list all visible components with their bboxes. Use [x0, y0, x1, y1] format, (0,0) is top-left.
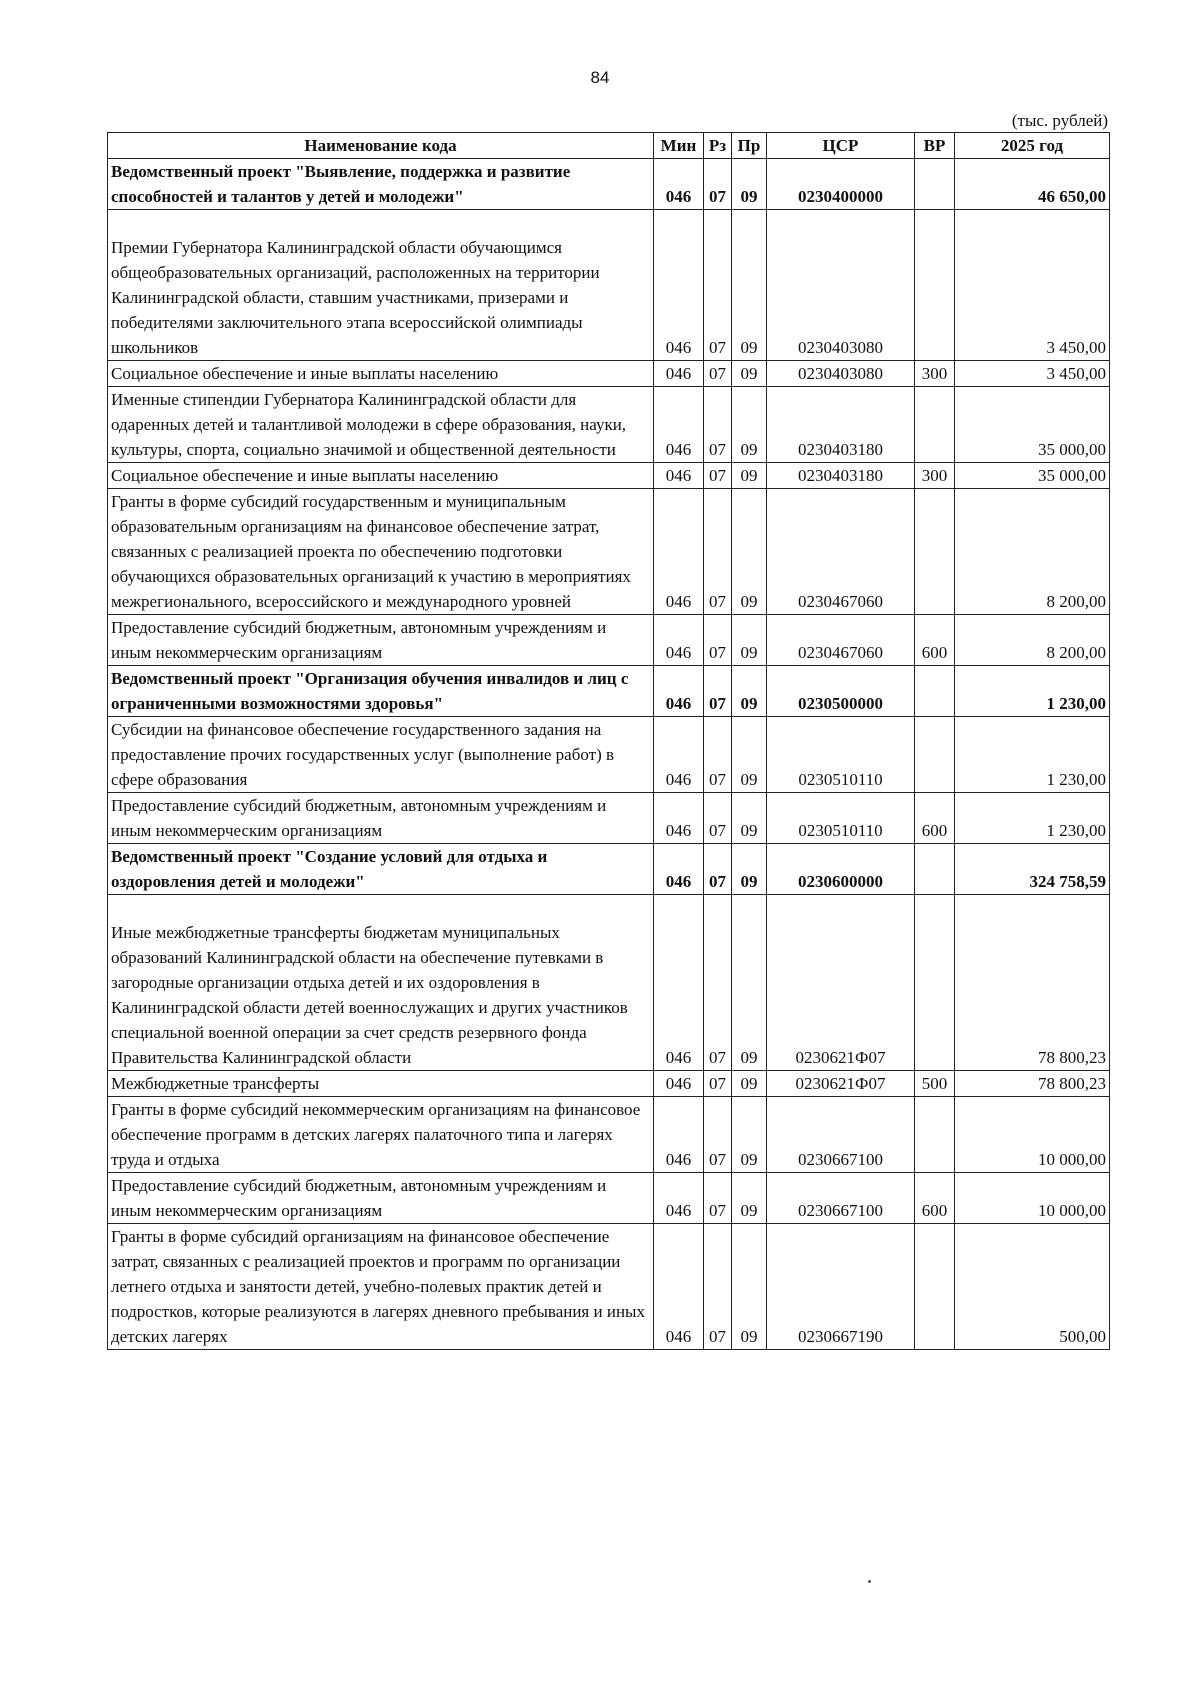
header-vr: ВР [915, 133, 955, 159]
table-row [108, 463, 1110, 489]
table-row [108, 895, 1110, 1071]
row-min: 046 [654, 717, 704, 793]
header-pr: Пр [732, 133, 767, 159]
row-rz: 07 [704, 615, 732, 666]
table-row [108, 387, 1110, 463]
row-sum: 3 450,00 [955, 210, 1110, 361]
row-vr [915, 844, 955, 895]
row-min: 046 [654, 844, 704, 895]
row-sum: 35 000,00 [955, 463, 1110, 489]
row-pr: 09 [732, 361, 767, 387]
row-name: Гранты в форме субсидий государственным и муниципальным образовательным организациям на финансовое обеспечение затрат, связанных с реализацией проекта по обеспечению подготовки обучающихся образовательных организаций к участию в мероприятиях межрегионального, всероссийского и международного уровней [108, 489, 654, 615]
row-csr: 0230403180 [767, 463, 915, 489]
row-pr: 09 [732, 666, 767, 717]
row-pr: 09 [732, 387, 767, 463]
row-sum: 8 200,00 [955, 615, 1110, 666]
row-pr: 09 [732, 489, 767, 615]
row-sum: 46 650,00 [955, 159, 1110, 210]
row-name: Ведомственный проект "Организация обучения инвалидов и лиц с ограниченными возможностями здоровья" [108, 666, 654, 717]
row-sum: 500,00 [955, 1224, 1110, 1350]
table-row [108, 1097, 1110, 1173]
row-pr: 09 [732, 717, 767, 793]
row-sum: 1 230,00 [955, 666, 1110, 717]
row-pr: 09 [732, 844, 767, 895]
row-sum: 1 230,00 [955, 793, 1110, 844]
row-rz: 07 [704, 463, 732, 489]
row-vr: 600 [915, 1173, 955, 1224]
row-rz: 07 [704, 1071, 732, 1097]
row-vr [915, 895, 955, 1071]
units-label: (тыс. рублей) [1011, 111, 1108, 130]
row-csr: 0230510110 [767, 717, 915, 793]
row-pr: 09 [732, 1097, 767, 1173]
row-rz: 07 [704, 1173, 732, 1224]
row-vr [915, 159, 955, 210]
table-header-row [108, 133, 1110, 159]
row-pr: 09 [732, 463, 767, 489]
row-csr: 0230621Ф07 [767, 1071, 915, 1097]
row-csr: 0230467060 [767, 615, 915, 666]
row-csr: 0230667190 [767, 1224, 915, 1350]
row-csr: 0230403080 [767, 361, 915, 387]
row-csr: 0230667100 [767, 1097, 915, 1173]
row-min: 046 [654, 489, 704, 615]
row-csr: 0230621Ф07 [767, 895, 915, 1071]
header-min: Мин [654, 133, 704, 159]
row-csr: 0230400000 [767, 159, 915, 210]
row-min: 046 [654, 387, 704, 463]
row-vr: 300 [915, 361, 955, 387]
row-rz: 07 [704, 361, 732, 387]
row-rz: 07 [704, 1224, 732, 1350]
table-body [108, 159, 1110, 1350]
row-vr [915, 1224, 955, 1350]
row-sum: 10 000,00 [955, 1097, 1110, 1173]
row-min: 046 [654, 666, 704, 717]
row-rz: 07 [704, 159, 732, 210]
row-csr: 0230403180 [767, 387, 915, 463]
row-sum: 35 000,00 [955, 387, 1110, 463]
row-vr [915, 717, 955, 793]
row-min: 046 [654, 463, 704, 489]
table-row [108, 1173, 1110, 1224]
row-min: 046 [654, 210, 704, 361]
table-row [108, 615, 1110, 666]
row-min: 046 [654, 615, 704, 666]
row-sum: 3 450,00 [955, 361, 1110, 387]
row-sum: 78 800,23 [955, 895, 1110, 1071]
row-min: 046 [654, 793, 704, 844]
table-row [108, 159, 1110, 210]
row-vr [915, 666, 955, 717]
row-name: Социальное обеспечение и иные выплаты населению [108, 361, 654, 387]
row-csr: 0230667100 [767, 1173, 915, 1224]
row-rz: 07 [704, 895, 732, 1071]
row-pr: 09 [732, 1071, 767, 1097]
row-min: 046 [654, 1097, 704, 1173]
row-sum: 8 200,00 [955, 489, 1110, 615]
row-rz: 07 [704, 844, 732, 895]
header-csr: ЦСР [767, 133, 915, 159]
row-rz: 07 [704, 1097, 732, 1173]
row-csr: 0230467060 [767, 489, 915, 615]
row-min: 046 [654, 361, 704, 387]
row-name: Ведомственный проект "Выявление, поддержка и развитие способностей и талантов у детей и молодежи" [108, 159, 654, 210]
row-vr [915, 489, 955, 615]
header-year: 2025 год [955, 133, 1110, 159]
row-min: 046 [654, 1224, 704, 1350]
row-name: Ведомственный проект "Создание условий для отдыха и оздоровления детей и молодежи" [108, 844, 654, 895]
row-name: Межбюджетные трансферты [108, 1071, 654, 1097]
row-vr [915, 1097, 955, 1173]
table-row [108, 844, 1110, 895]
row-vr: 600 [915, 615, 955, 666]
table-row [108, 666, 1110, 717]
table-row [108, 1071, 1110, 1097]
row-csr: 0230600000 [767, 844, 915, 895]
row-rz: 07 [704, 666, 732, 717]
row-name: Предоставление субсидий бюджетным, автономным учреждениям и иным некоммерческим организациям [108, 615, 654, 666]
row-vr: 600 [915, 793, 955, 844]
table-row [108, 489, 1110, 615]
row-name: Гранты в форме субсидий некоммерческим организациям на финансовое обеспечение программ в детских лагерях палаточного типа и лагерях труда и отдыха [108, 1097, 654, 1173]
row-min: 046 [654, 895, 704, 1071]
row-pr: 09 [732, 1173, 767, 1224]
row-pr: 09 [732, 895, 767, 1071]
budget-table [107, 132, 1110, 1350]
row-name: Премии Губернатора Калининградской области обучающимся общеобразовательных организаций, расположенных на территории Калининградской области, ставшим участниками, призерами и победителями заключительного этапа всероссийской олимпиады школьников [108, 210, 654, 361]
row-rz: 07 [704, 489, 732, 615]
row-pr: 09 [732, 793, 767, 844]
table-row [108, 1224, 1110, 1350]
row-pr: 09 [732, 615, 767, 666]
row-pr: 09 [732, 210, 767, 361]
row-rz: 07 [704, 387, 732, 463]
row-sum: 1 230,00 [955, 717, 1110, 793]
row-min: 046 [654, 1173, 704, 1224]
row-rz: 07 [704, 210, 732, 361]
table-row [108, 717, 1110, 793]
row-min: 046 [654, 159, 704, 210]
row-name: Субсидии на финансовое обеспечение государственного задания на предоставление прочих государственных услуг (выполнение работ) в сфере образования [108, 717, 654, 793]
row-csr: 0230403080 [767, 210, 915, 361]
row-name: Социальное обеспечение и иные выплаты населению [108, 463, 654, 489]
row-vr [915, 210, 955, 361]
table-row [108, 210, 1110, 361]
header-rz: Рз [704, 133, 732, 159]
row-name: Гранты в форме субсидий организациям на финансовое обеспечение затрат, связанных с реализацией проектов и программ по организации летнего отдыха и занятости детей, учебно-полевых практик детей и подростков, которые реализуются в лагерях дневного пребывания и иных детских лагерях [108, 1224, 654, 1350]
scan-speck [868, 1580, 871, 1583]
row-csr: 0230500000 [767, 666, 915, 717]
row-sum: 10 000,00 [955, 1173, 1110, 1224]
row-vr [915, 387, 955, 463]
table-row [108, 361, 1110, 387]
row-name: Предоставление субсидий бюджетным, автономным учреждениям и иным некоммерческим организациям [108, 1173, 654, 1224]
row-name: Предоставление субсидий бюджетным, автономным учреждениям и иным некоммерческим организациям [108, 793, 654, 844]
table-row [108, 793, 1110, 844]
row-sum: 324 758,59 [955, 844, 1110, 895]
row-name: Иные межбюджетные трансферты бюджетам муниципальных образований Калининградской области на обеспечение путевками в загородные организации отдыха детей и их оздоровления в Калининградской области детей военнослужащих и других участников специальной военной операции за счет средств резервного фонда Правительства Калининградской области [108, 895, 654, 1071]
row-name: Именные стипендии Губернатора Калининградской области для одаренных детей и талантливой молодежи в сфере образования, науки, культуры, спорта, социально значимой и общественной деятельности [108, 387, 654, 463]
row-vr: 500 [915, 1071, 955, 1097]
row-pr: 09 [732, 1224, 767, 1350]
row-min: 046 [654, 1071, 704, 1097]
row-csr: 0230510110 [767, 793, 915, 844]
row-rz: 07 [704, 717, 732, 793]
row-sum: 78 800,23 [955, 1071, 1110, 1097]
row-pr: 09 [732, 159, 767, 210]
header-name: Наименование кода [108, 133, 654, 159]
row-rz: 07 [704, 793, 732, 844]
row-vr: 300 [915, 463, 955, 489]
page-number: 84 [590, 68, 610, 87]
